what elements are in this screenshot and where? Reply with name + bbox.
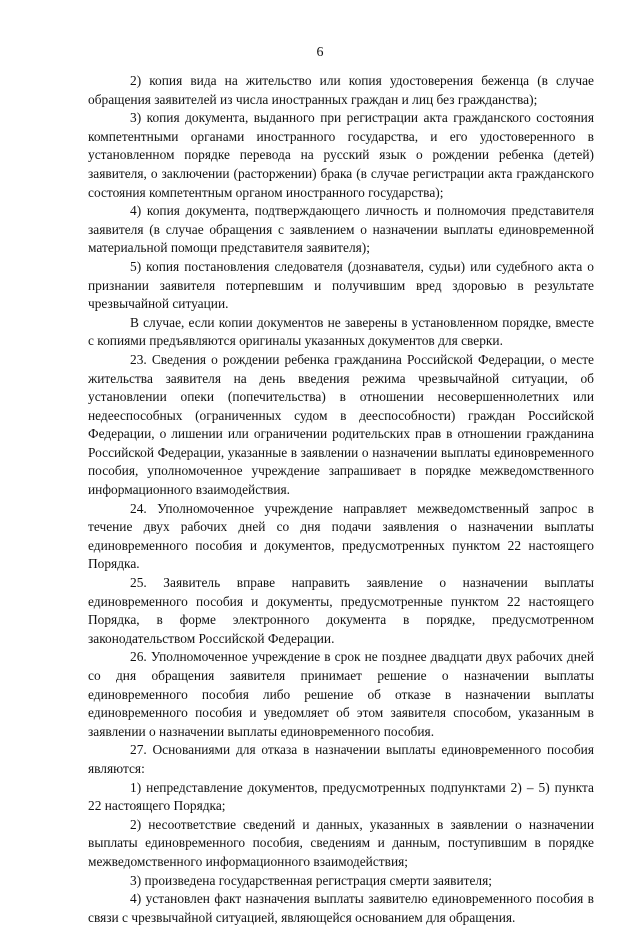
- paragraph-refusal-4: 4) установлен факт назначения выплаты заявителю единовременного пособия в связи с чрезвычайной ситуацией, являющейся основанием для обращения.: [88, 891, 594, 925]
- paragraph-subitem-5-investigator-decision: 5) копия постановления следователя (дознавателя, судьи) или судебного акта о признании заявителя потерпевшим и получившим вред здоровью в результате чрезвычайной ситуации.: [88, 258, 594, 312]
- paragraph-refusal-3: 3) произведена государственная регистрация смерти заявителя;: [130, 872, 492, 888]
- page-number: 6: [316, 45, 324, 60]
- paragraph-subitem-3-foreign-registration: 3) копия документа, выданного при регистрации акта гражданского состояния компетентными органами иностранного государства, и его удостоверенного в установленном порядке перевода на русский язык о рождении ребенка (детей) заявителя, о заключении (расторжении) брака (в случае регистрации акта гражданского состояния компетентным органом иностранного государства);: [88, 110, 594, 200]
- paragraph-item-25: 25. Заявитель вправе направить заявление о назначении выплаты единовременного пособия и документы, предусмотренные пунктом 22 настоящего Порядка, в форме электронного документа в порядке, предусмотренном законодательством Российской Федерации.: [88, 575, 594, 646]
- paragraph-item-24: 24. Уполномоченное учреждение направляет межведомственный запрос в течение двух рабочих дней со дня подачи заявления о назначении выплаты единовременного пособия и документов, предусмотренных пунктом 22 настоящего Порядка.: [88, 500, 594, 572]
- document-body: [88, 72, 594, 927]
- paragraph-subitem-4-identity-document: 4) копия документа, подтверждающего личность и полномочия представителя заявителя (в случае обращения с заявлением о назначении выплаты единовременной материальной помощи представителя заявителя);: [88, 203, 594, 256]
- paragraph-subitem-2-residence-permit: 2) копия вида на жительство или копия удостоверения беженца (в случае обращения заявителей из числа иностранных граждан и лиц без гражданства);: [88, 73, 594, 107]
- paragraph-item-23: 23. Сведения о рождении ребенка гражданина Российской Федерации, о месте жительства заявителя на день введения режима чрезвычайной ситуации, об установлении опеки (попечительства) в отношении несовершеннолетних или недееспособных (ограниченных судом в дееспособности) граждан Российской Федерации, о лишении или ограничении родительских прав в отношении гражданина Российской Федерации, указанные в заявлении о назначении выплаты единовременного пособия, уполномоченное учреждение запрашивает в порядке межведомственного информационного взаимодействия.: [88, 351, 594, 498]
- paragraph-refusal-2: 2) несоответствие сведений и данных, указанных в заявлении о назначении выплаты единовременного пособия, сведениям и данным, поступившим в порядке межведомственного информационного взаимодействия;: [88, 816, 594, 869]
- paragraph-refusal-1: 1) непредставление документов, предусмотренных подпунктами 2) – 5) пункта 22 настоящего Порядка;: [88, 779, 594, 814]
- paragraph-item-26: 26. Уполномоченное учреждение в срок не позднее двадцати двух рабочих дней со дня обращения заявителя принимает решение о назначении выплаты единовременного пособия либо решение об отказе в назначении выплаты единовременного пособия и уведомляет об этом заявителя способом, указанным в заявлении о назначении выплаты единовременного пособия.: [88, 649, 594, 739]
- paragraph-item-27: 27. Основаниями для отказа в назначении выплаты единовременного пособия являются:: [88, 742, 594, 776]
- paragraph-uncertified-copies: В случае, если копии документов не заверены в установленном порядке, вместе с копиями предъявляются оригиналы указанных документов для сверки.: [88, 314, 594, 349]
